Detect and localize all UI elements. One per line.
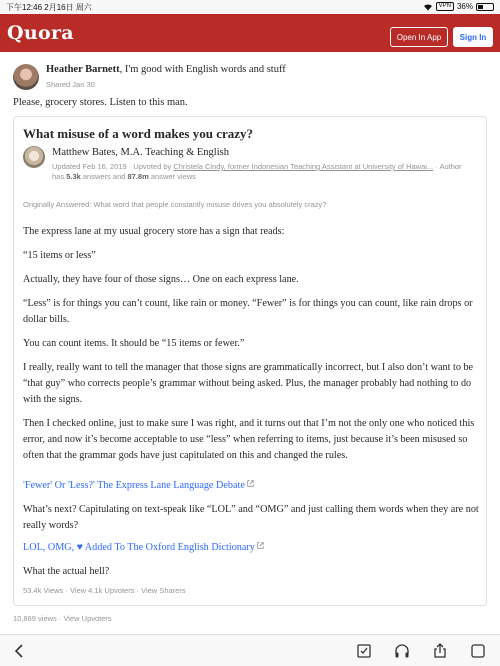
answer-meta <box>52 162 462 182</box>
tabs-icon[interactable] <box>470 643 486 659</box>
sharer-line <box>46 64 286 75</box>
external-link-icon <box>247 480 254 487</box>
vpn-badge: VPN <box>436 2 454 11</box>
bookmark-icon[interactable] <box>356 643 372 659</box>
views-count: 87.8m <box>127 172 149 181</box>
sign-in-button[interactable]: Sign In <box>453 27 493 47</box>
status-time-date: 下午12:46 2月16日 周六 <box>6 3 92 12</box>
sharer-avatar[interactable] <box>13 64 39 90</box>
author-avatar[interactable] <box>23 146 45 168</box>
sharer-credential: , I'm good with English words and stuff <box>119 64 286 75</box>
share-icon[interactable] <box>432 643 448 659</box>
answer-paragraph: Then I checked online, just to make sure I was right, and it turns out that I’m not the only one who noticed this error, and now it’s become acceptable to use “less” when referring to items, just because it’s been misused so often that the grammar gods have just capitulated on this and changed the rules. <box>23 418 475 461</box>
headphones-icon[interactable] <box>394 643 410 659</box>
answer-stats[interactable]: 53.4k Views · View 4.1k Upvoters · View Sharers <box>23 586 186 595</box>
external-link-row <box>23 540 481 556</box>
bottom-toolbar <box>0 634 500 666</box>
battery-icon <box>476 3 494 11</box>
status-bar <box>0 0 500 14</box>
answer-paragraph: What the actual hell? <box>23 566 110 577</box>
answer-date: Updated Feb 16, 2019 · Upvoted by <box>52 162 174 171</box>
answer-paragraph: Actually, they have four of those signs… One on each express lane. <box>23 274 299 285</box>
express-lane-link[interactable]: 'Fewer' Or 'Less?' The Express Lane Language Debate <box>23 480 245 491</box>
views-suffix: answer views <box>148 172 196 181</box>
share-stats[interactable]: 10,869 views · View Upvoters <box>13 614 112 623</box>
external-link-icon <box>257 542 264 549</box>
shared-date[interactable]: Shared Jan 30 <box>46 80 95 89</box>
oxford-dictionary-link[interactable]: LOL, OMG, ♥ Added To The Oxford English Dictionary <box>23 542 255 553</box>
author-name[interactable]: Matthew Bates, M.A. Teaching & English <box>52 147 229 158</box>
battery-percent: 36% <box>456 2 473 11</box>
app-header <box>0 14 500 52</box>
answers-count: 5.3k <box>66 172 81 181</box>
meta-sep: · Author has <box>52 162 462 181</box>
sharer-name[interactable]: Heather Barnett <box>46 64 120 75</box>
battery-fill <box>478 5 483 9</box>
answer-paragraph: What’s next? Capitulating on text-speak like “LOL” and “OMG” and just calling them words when they are not really words? <box>23 504 479 531</box>
external-link-row <box>23 478 481 494</box>
originally-answered[interactable]: Originally Answered: What word that people constantly misuse drives you absolutely crazy? <box>23 200 327 209</box>
share-comment: Please, grocery stores. Listen to this man. <box>13 97 188 108</box>
answer-paragraph: I really, really want to tell the manager that those signs are grammatically incorrect, but I also don’t want to be “that guy” who corrects people’s grammar without being asked. Plus, the manager probably had nothing to do with the signs. <box>23 362 474 405</box>
answers-suffix: answers and <box>80 172 128 181</box>
upvoter-name[interactable]: Christela Cindy <box>173 162 224 171</box>
status-indicators <box>423 2 494 11</box>
upvoter-credential: , former Indonesian Teaching Assistant at University of Hawai... <box>223 162 434 171</box>
open-in-app-button[interactable]: Open In App <box>390 27 448 47</box>
chevron-left-icon[interactable] <box>12 643 28 659</box>
wifi-icon <box>423 3 433 11</box>
answer-paragraph: You can count items. It should be “15 items or fewer.” <box>23 338 245 349</box>
question-title[interactable]: What misuse of a word makes you crazy? <box>23 126 254 141</box>
quora-logo[interactable]: Quora <box>7 22 74 44</box>
answer-paragraph: “Less” is for things you can’t count, like rain or money. “Fewer” is for things you can count, like rain drops or dollar bills. <box>23 298 473 325</box>
answer-paragraph: “15 items or less” <box>23 250 96 261</box>
answer-paragraph: The express lane at my usual grocery store has a sign that reads: <box>23 226 285 237</box>
